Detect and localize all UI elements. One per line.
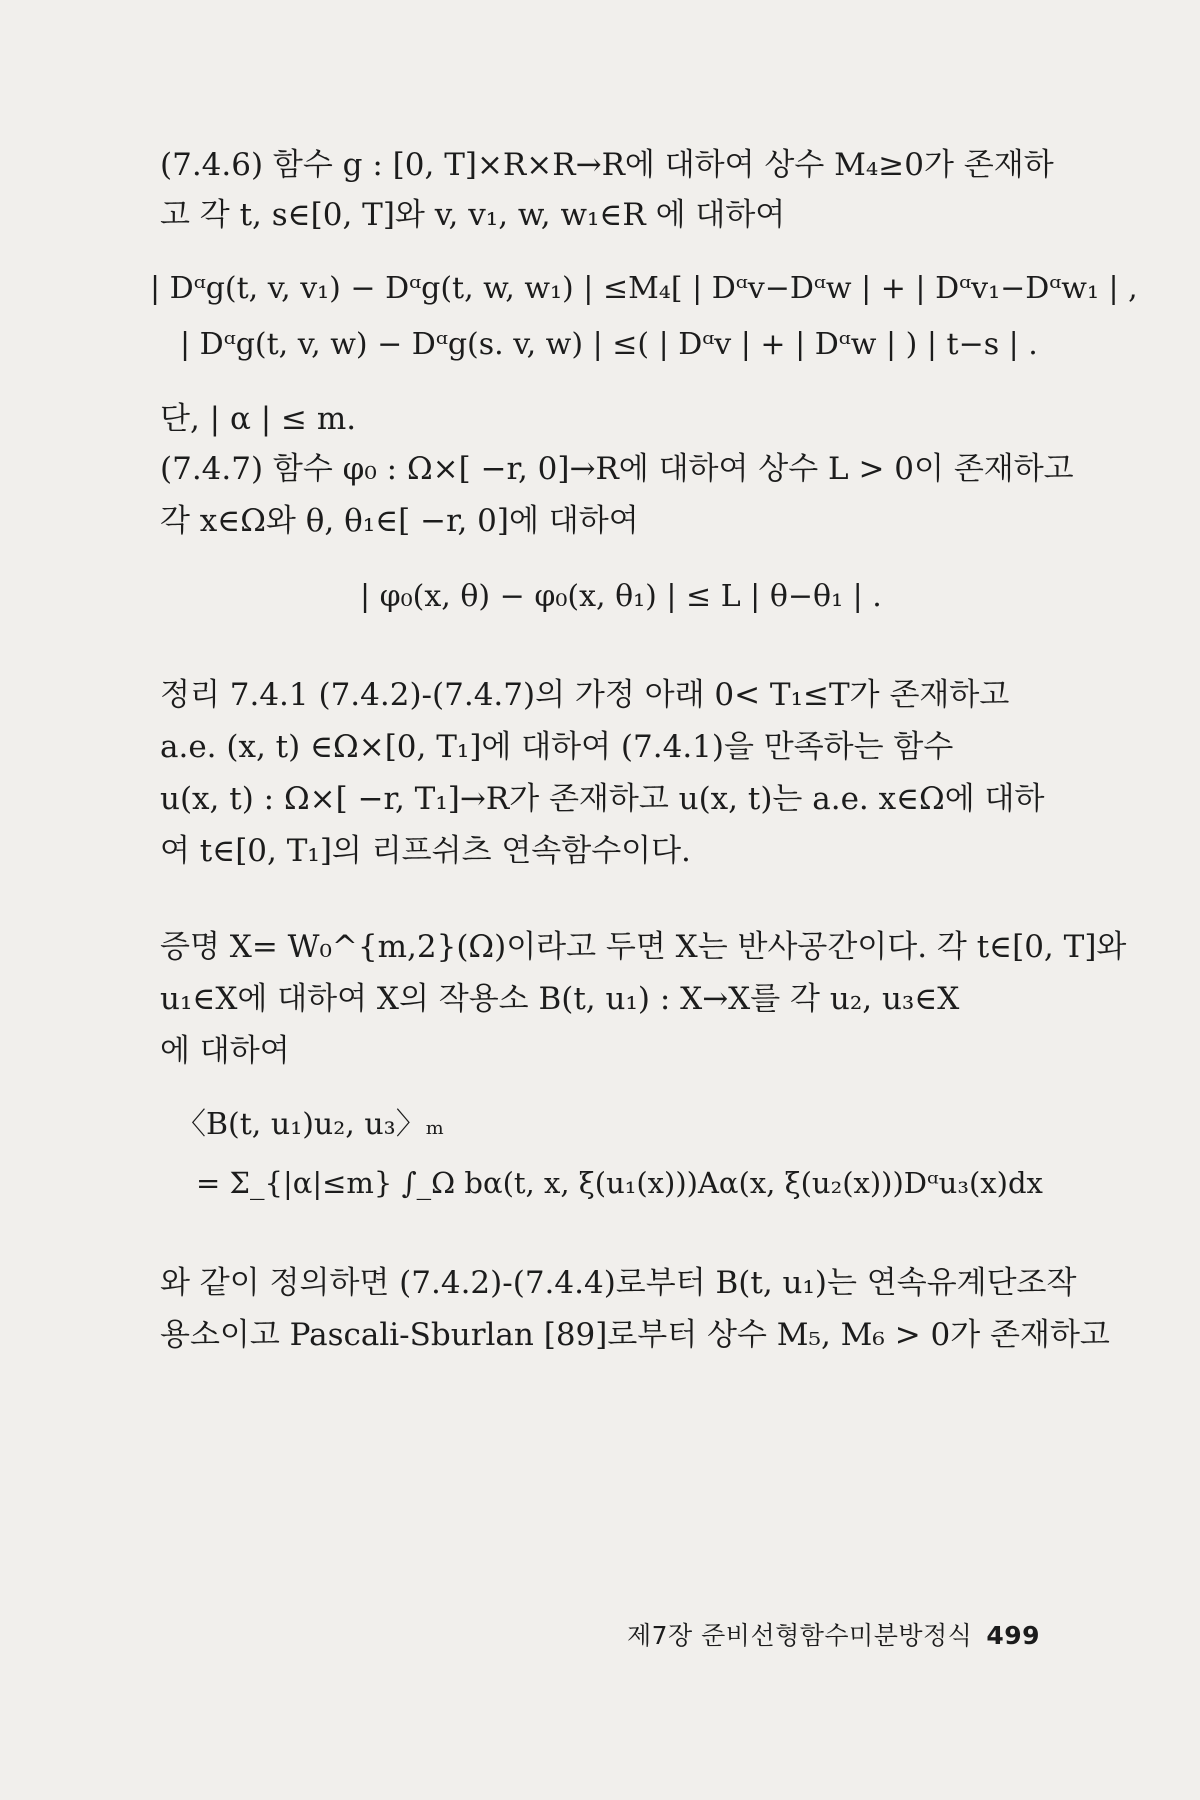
theorem-7-4-1-line-2: a.e. (x, t) ∈Ω×[0, T₁]에 대하여 (7.4.1)을 만족하는 함수 [160, 729, 954, 765]
alpha-constraint: 단, | α | ≤ m. [160, 401, 357, 437]
condition-7-4-6-line-2: 고 각 t, s∈[0, T]와 v, v₁, w, w₁∈R 에 대하여 [160, 197, 786, 233]
theorem-7-4-1-line-1: 정리 7.4.1 (7.4.2)-(7.4.7)의 가정 아래 0< T₁≤T가 존재하고 [160, 677, 1010, 713]
proof-line-4: 와 같이 정의하면 (7.4.2)-(7.4.4)로부터 B(t, u₁)는 연속유계단조작 [160, 1265, 1077, 1301]
page-number: 499 [986, 1621, 1040, 1650]
proof-line-5: 용소이고 Pascali-Sburlan [89]로부터 상수 M₅, M₆ > 0가 존재하고 [160, 1317, 1110, 1353]
inequality-lipschitz-2: | Dᵅg(t, v, w) − Dᵅg(s. v, w) | ≤( | Dᵅv | + | Dᵅw | ) | t−s | . [180, 327, 1038, 362]
theorem-7-4-1-line-4: 여 t∈[0, T₁]의 리프쉬츠 연속함수이다. [160, 833, 691, 869]
proof-line-1: 증명 X= W₀^{m,2}(Ω)이라고 두면 X는 반사공간이다. 각 t∈[0, T]와 [160, 929, 1127, 965]
operator-definition-rhs: = Σ_{|α|≤m} ∫_Ω bα(t, x, ξ(u₁(x)))Aα(x, ξ(u₂(x)))Dᵅu₃(x)dx [196, 1166, 1043, 1200]
page-footer [600, 1616, 1040, 1652]
condition-7-4-7-line-1: (7.4.7) 함수 φ₀ : Ω×[ −r, 0]→R에 대하여 상수 L > 0이 존재하고 [160, 451, 1074, 487]
condition-7-4-7-line-2: 각 x∈Ω와 θ, θ₁∈[ −r, 0]에 대하여 [160, 503, 639, 539]
theorem-7-4-1-line-3: u(x, t) : Ω×[ −r, T₁]→R가 존재하고 u(x, t)는 a.e. x∈Ω에 대하 [160, 781, 1045, 817]
inequality-phi0: | φ₀(x, θ) − φ₀(x, θ₁) | ≤ L | θ−θ₁ | . [360, 579, 882, 614]
proof-line-2: u₁∈X에 대하여 X의 작용소 B(t, u₁) : X→X를 각 u₂, u₃∈X [160, 981, 960, 1017]
chapter-title: 제7장 준비선형함수미분방정식 [627, 1621, 973, 1650]
proof-line-3: 에 대하여 [160, 1033, 290, 1069]
condition-7-4-6-line-1: (7.4.6) 함수 g : [0, T]×R×R→R에 대하여 상수 M₄≥0가 존재하 [160, 147, 1054, 183]
operator-definition-lhs: 〈B(t, u₁)u₂, u₃〉ₘ [176, 1107, 445, 1142]
inequality-lipschitz-1: | Dᵅg(t, v, v₁) − Dᵅg(t, w, w₁) | ≤M₄[ | Dᵅv−Dᵅw | + | Dᵅv₁−Dᵅw₁ | , [150, 271, 1138, 306]
